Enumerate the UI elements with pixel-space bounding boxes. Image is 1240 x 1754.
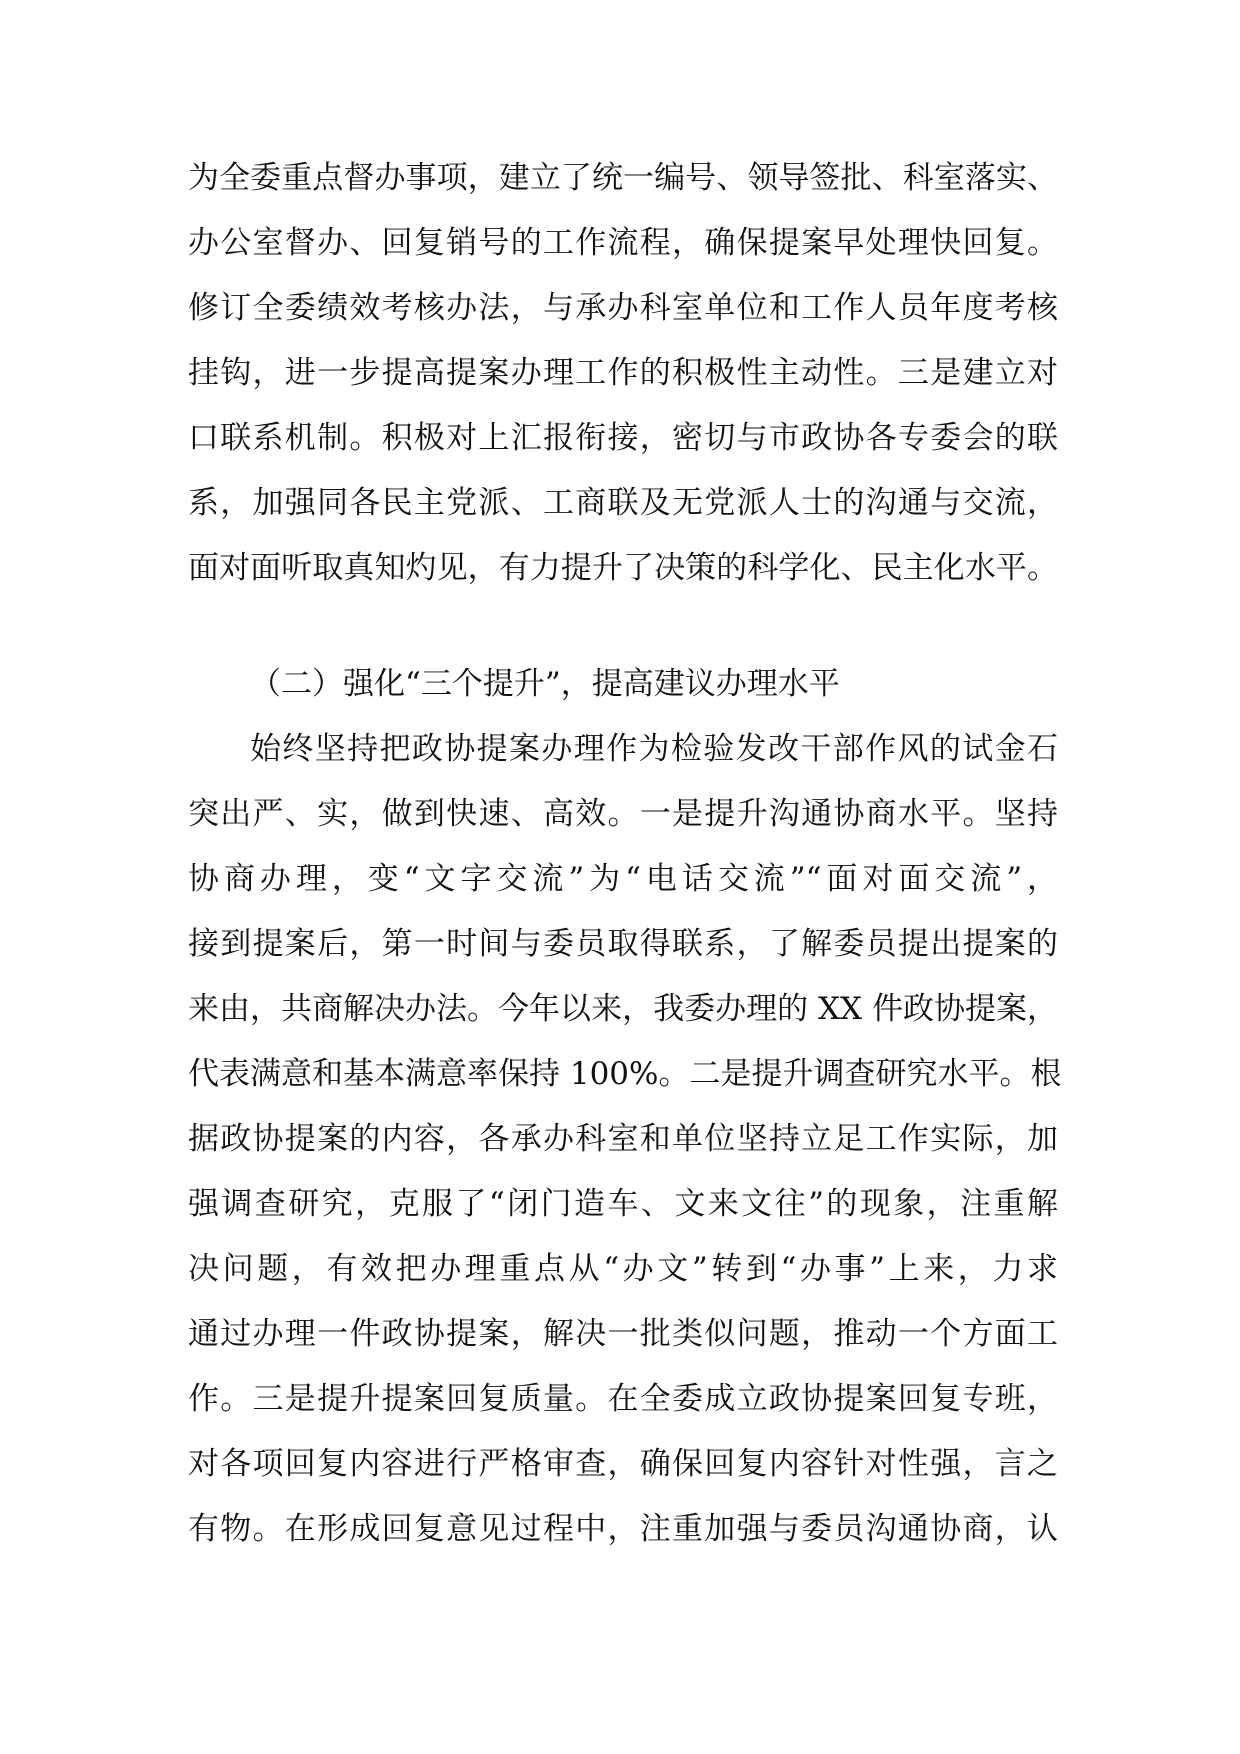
paragraph-line: 据政协提案的内容，各承办科室和单位坚持立足工作实际，加 [188,1121,1058,1157]
paragraph-line: 系，加强同各民主党派、工商联及无党派人士的沟通与交流， [188,485,1058,521]
paragraph-1 [188,146,1058,601]
paragraph-line: 修订全委绩效考核办法，与承办科室单位和工作人员年度考核 [188,290,1058,326]
paragraph-line: 口联系机制。积极对上汇报衔接，密切与市政协各专委会的联 [188,420,1058,456]
paragraph-line: 强调查研究，克服了“闭门造车、文来文往”的现象，注重解 [188,1186,1058,1222]
paragraph-line: 挂钩，进一步提高提案办理工作的积极性主动性。三是建立对 [188,355,1058,391]
paragraph-line: 通过办理一件政协提案，解决一批类似问题，推动一个方面工 [188,1316,1058,1352]
paragraph-line: 始终坚持把政协提案办理作为检验发改干部作风的试金石 [250,731,1058,767]
paragraph-line: 来由，共商解决办法。今年以来，我委办理的 XX 件政协提案， [188,991,1058,1027]
paragraph-line: 接到提案后，第一时间与委员取得联系，了解委员提出提案的 [188,926,1058,962]
paragraph-line: 协商办理，变“文字交流”为“电话交流”“面对面交流”， [188,861,1058,897]
paragraph-line: 有物。在形成回复意见过程中，注重加强与委员沟通协商，认 [188,1511,1058,1547]
paragraph-line: 决问题，有效把办理重点从“办文”转到“办事”上来，力求 [188,1251,1058,1287]
section-heading: （二）强化“三个提升”，提高建议办理水平 [250,666,840,702]
paragraph-line: 办公室督办、回复销号的工作流程，确保提案早处理快回复。 [188,225,1058,261]
paragraph-line: 突出严、实，做到快速、高效。一是提升沟通协商水平。坚持 [188,796,1058,832]
paragraph-2 [188,717,1062,1562]
paragraph-line: 作。三是提升提案回复质量。在全委成立政协提案回复专班， [188,1381,1058,1417]
paragraph-line: 为全委重点督办事项，建立了统一编号、领导签批、科室落实、 [188,160,1058,196]
paragraph-line: 对各项回复内容进行严格审查，确保回复内容针对性强，言之 [188,1446,1058,1482]
paragraph-line: 代表满意和基本满意率保持 100%。二是提升调查研究水平。根 [188,1056,1062,1092]
paragraph-line: 面对面听取真知灼见，有力提升了决策的科学化、民主化水平。 [188,550,1058,586]
